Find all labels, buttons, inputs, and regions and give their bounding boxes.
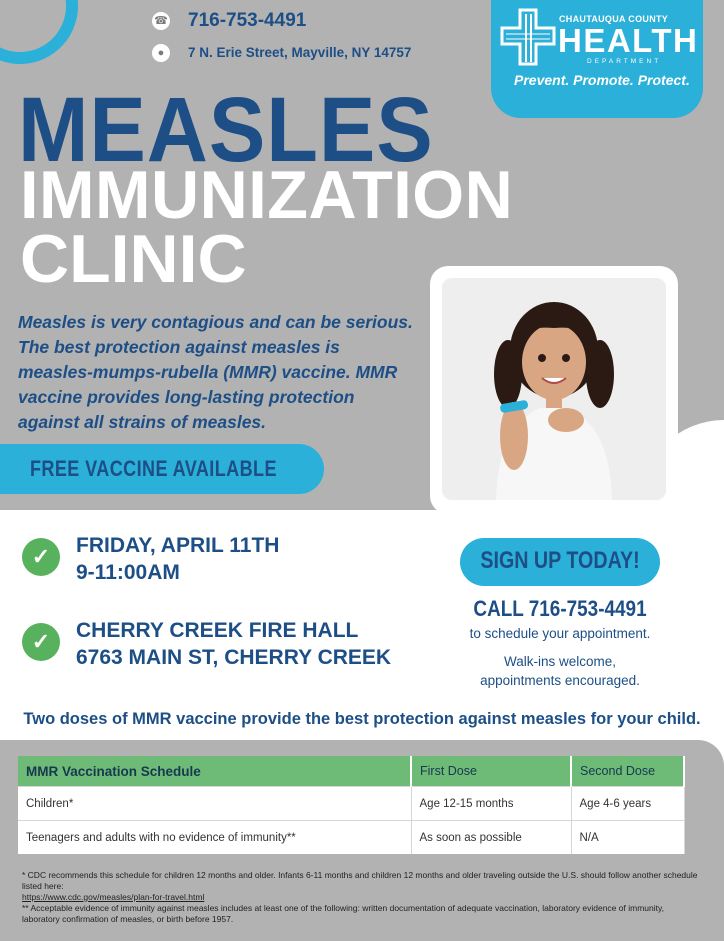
logo-health: HEALTH (558, 22, 699, 59)
event-venue: CHERRY CREEK FIRE HALL (76, 619, 359, 642)
location-check-icon: ✓ (22, 623, 60, 661)
header-address: 7 N. Erie Street, Mayville, NY 14757 (188, 45, 412, 60)
location-pin-icon: ● (152, 44, 170, 62)
table-row (18, 787, 684, 821)
title-clinic: CLINIC (20, 221, 247, 297)
logo-department: DEPARTMENT (587, 58, 662, 65)
table-cell: Children* (18, 787, 411, 821)
logo-tagline: Prevent. Promote. Protect. (514, 72, 690, 88)
logo-county: CHAUTAUQUA COUNTY (559, 14, 669, 24)
table-header-cell: First Dose (411, 756, 571, 787)
schedule-text: to schedule your appointment. (469, 626, 651, 641)
table-row (18, 821, 684, 855)
walkins-line2: appointments encouraged. (480, 673, 640, 688)
title-measles: MEASLES (18, 79, 434, 181)
child-illustration (442, 278, 666, 500)
date-check-icon: ✓ (22, 538, 60, 576)
table-header-row (18, 756, 684, 787)
footnote-2: ** Acceptable evidence of immunity against measles includes at least one of the following: written documentation of adequate vaccination, laboratory evidence of immunity, laboratory confirmation of measles, or birth before 1957. (22, 903, 664, 924)
free-vaccine-text: FREE VACCINE AVAILABLE (30, 456, 277, 481)
walkins-line1: Walk-ins welcome, (503, 654, 617, 669)
table-header-cell: Second Dose (571, 756, 684, 787)
header-phone: 716-753-4491 (188, 10, 307, 31)
child-photo (442, 278, 666, 500)
event-time: 9-11:00AM (76, 561, 180, 584)
phone-icon: ☎ (152, 12, 170, 30)
table-cell: Age 4-6 years (571, 787, 684, 821)
table-header-cell: MMR Vaccination Schedule (18, 756, 411, 787)
footnote-1: * CDC recommends this schedule for children 12 months and older. Infants 6-11 months and children 12 months and older traveling outside the U.S. should follow another schedule listed here: (22, 870, 698, 891)
vaccination-schedule-table (18, 756, 685, 854)
health-department-logo (491, 0, 703, 118)
event-street: 6763 MAIN ST, CHERRY CREEK (76, 646, 392, 669)
walkins-text (440, 652, 680, 690)
table-cell: Age 12-15 months (411, 787, 571, 821)
medical-cross-icon (500, 8, 556, 68)
cdc-travel-link[interactable]: https://www.cdc.gov/measles/plan-for-travel.html (22, 892, 205, 902)
footnotes (22, 870, 702, 925)
table-cell: As soon as possible (411, 821, 571, 855)
intro-paragraph: Measles is very contagious and can be serious. The best protection against measles is measles-mumps-rubella (MMR) vaccine. MMR vaccine provides long-lasting protection against all strains of measles. (18, 312, 413, 432)
title-immunization: IMMUNIZATION (20, 157, 514, 233)
call-phone: CALL 716-753-4491 (473, 596, 647, 621)
two-doses-statement: Two doses of MMR vaccine provide the best protection against measles for your child. (23, 710, 701, 728)
event-date: FRIDAY, APRIL 11TH (76, 534, 280, 557)
signup-button-label[interactable]: SIGN UP TODAY! (480, 547, 640, 574)
table-cell: N/A (571, 821, 684, 855)
table-cell: Teenagers and adults with no evidence of immunity** (18, 821, 411, 855)
